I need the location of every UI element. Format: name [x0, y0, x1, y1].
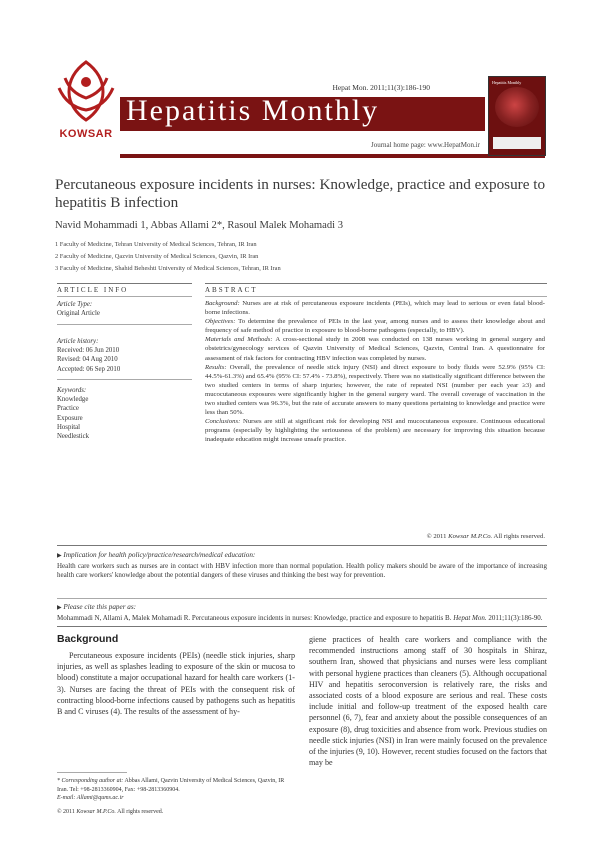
journal-citation: Hepat Mon. 2011;11(3):186-190 — [332, 83, 430, 92]
abstract-copyright — [330, 533, 545, 540]
info-top-rule — [57, 283, 192, 284]
info-head-rule — [57, 296, 192, 297]
article-type-block — [57, 300, 197, 318]
affiliation-2: 2 Faculty of Medicine, Qazvin University of Medical Sciences, Qazvin, IR Iran — [55, 253, 259, 260]
footnote-rule — [57, 772, 127, 773]
corresponding-email[interactable]: E-mail: Allami@qums.ac.ir — [57, 795, 124, 802]
keywords-label: Keywords: — [57, 387, 87, 394]
cover-footer-strip — [493, 137, 541, 149]
triangle-bullet-icon: ▶ — [57, 605, 62, 611]
copyright-org: Kowsar M.P.Co. — [448, 533, 493, 540]
cover-illustration — [495, 87, 539, 127]
footer-copyright-rights: All rights reserved. — [117, 809, 164, 815]
cite-heading: Please cite this paper as: — [63, 603, 137, 611]
article-type-label: Article Type: — [57, 301, 93, 308]
implication-heading: Implication for health policy/practice/research/medical education: — [63, 551, 256, 559]
article-history-block — [57, 337, 197, 374]
abstract-top-rule — [205, 283, 547, 284]
publisher-name: KOWSAR — [59, 128, 113, 140]
corresponding-details: Abbas Allami, Qazvin University of Medical Sciences, Qazvin, IR Iran. Tel: +98-2813360904, Fax: +98-2813360904. — [57, 778, 285, 793]
cite-volume: 2011;11(3):186-90. — [488, 614, 543, 622]
keyword-item: Needlestick — [57, 433, 90, 441]
keyword-item: Knowledge — [57, 396, 89, 404]
keyword-item: Exposure — [57, 414, 83, 422]
cover-title: Hepatitis Monthly — [492, 80, 522, 85]
implication-text: Health care workers such as nurses are in contact with HBV infection more than normal population. Health policy makers should be aware of the importance of increasing health care workers' knowledge about the potential dangers of these viruses and thinking the best way for prevention. — [57, 562, 547, 580]
journal-cover-image — [488, 76, 546, 156]
abstract-conclusions: Nurses are still at significant risk for developing NSI and mucocutaneous exposure. Continuous educational programs (especially by highlighting the seriousness of the problem) are necessary for improving this situation because inadequate education might increase unsafe practice. — [205, 418, 545, 444]
abstract-results-label: Results: — [205, 363, 227, 371]
revised-date: Revised: 04 Aug 2010 — [57, 356, 118, 364]
history-label: Article history: — [57, 338, 99, 345]
cite-rule — [57, 626, 547, 627]
cite-journal: Hepat Mon. — [453, 614, 487, 622]
info-divider-2 — [57, 379, 192, 380]
journal-home-link[interactable]: Journal home page: www.HepatMon.ir — [371, 141, 480, 149]
affiliation-3: 3 Faculty of Medicine, Shahid Beheshti University of Medical Sciences, Tehran, IR Iran — [55, 265, 281, 272]
article-type-value: Original Article — [57, 310, 100, 318]
abstract-methods-label: Materials and Methods: — [205, 336, 273, 344]
corresponding-label: * Corresponding author at: — [57, 778, 124, 784]
copyright-rights: All rights reserved. — [493, 533, 545, 540]
body-column-1: Percutaneous exposure incidents (PEIs) (needle stick injuries, sharp injuries, as well as splashes leading to exposure of the skin or mucosa to blood) constitute a major occupational hazard for health care workers (1-3). Nurses are facing the threat of PEIs with the consequent risk of contracting blood-borne infections caused by pathogens such as hepatitis B and C viruses (4). The results of the assessment of hy- — [57, 651, 295, 717]
article-info-heading: ARTICLE INFO — [57, 286, 129, 294]
section-heading-background: Background — [57, 633, 119, 645]
implication-rule — [57, 598, 547, 599]
triangle-bullet-icon: ▶ — [57, 553, 62, 559]
keyword-item: Practice — [57, 405, 79, 413]
keywords-block — [57, 386, 197, 441]
article-title: Percutaneous exposure incidents in nurses: Knowledge, practice and exposure to hepatitis B infection — [55, 176, 546, 211]
abstract-background-label: Background: — [205, 300, 240, 307]
abstract-conclusions-label: Conclusions: — [205, 418, 241, 426]
footer-copyright — [57, 809, 163, 815]
journal-title: Hepatitis Monthly — [126, 94, 380, 127]
keyword-item: Hospital — [57, 423, 81, 431]
accepted-date: Accepted: 06 Sep 2010 — [57, 365, 121, 373]
footer-copyright-org: Kowsar M.P.Co. — [76, 809, 116, 815]
received-date: Received: 06 Jun 2010 — [57, 347, 120, 355]
abstract-heading: ABSTRACT — [205, 286, 258, 294]
implication-heading-row — [57, 551, 255, 559]
affiliation-1: 1 Faculty of Medicine, Tehran University of Medical Sciences, Tehran, IR Iran — [55, 241, 257, 248]
body-column-2: giene practices of health care workers and compliance with the recommended instructions among staff of 30 hospitals in Shiraz, southern Iran, showed that physicians and nurses were less compliant with personal hygiene practices than cleaners (5). Although occupational HIV and hepatitis seroconversion is relatively rare, the risks and associated costs of a blood exposure are serious and real. These costs include initial and follow-up treatment of the exposed health care personnel (6, 7), fear and anxiety about the possible consequences of an exposure (8), drug toxicities and absence from work. Previous studies on needle stick injuries (NSI) in Iran were mainly focused on the prevalence of the injuries (9, 10). However, recent studies focused on the factors that may be — [309, 635, 547, 768]
footer-copyright-year: © 2011 — [57, 809, 75, 815]
abstract-methods: A cross-sectional study in 2008 was conducted on 138 nurses working in general surgery and obstetrics/gynecology services of Qazvin University of Medical Sciences, Qazvin, Central Iran. A questionnaire for assessment of risk factors for contracting HBV infection was completed by nurses. — [205, 336, 546, 362]
abstract-head-rule — [205, 296, 547, 297]
abstract-objectives-label: Objectives: — [205, 318, 236, 326]
abstract-background: Nurses are at risk of percutaneous exposure incidents (PEIs), which may lead to serious or even fatal blood-borne infections. — [205, 300, 546, 317]
abstract-objectives: To determine the prevalence of PEIs in the last year, among nurses and to assess their knowledge about and frequency of safe method of practice in exposure to blood-borne pathogens (especially, to HBV). — [205, 318, 545, 335]
abstract-body — [205, 299, 545, 445]
author-list: Navid Mohammadi 1, Abbas Allami 2*, Rasoul Malek Mohamadi 3 — [55, 220, 344, 231]
copyright-symbol-year: © 2011 — [426, 533, 447, 540]
corresponding-footnote — [57, 777, 295, 803]
cite-reference: Mohammadi N, Allami A, Malek Mohamadi R. Percutaneous exposure incidents in nurses: Knowledge, practice and exposure to hepatitis B. — [57, 614, 452, 622]
info-divider-1 — [57, 324, 192, 325]
header-rule — [120, 154, 545, 158]
cite-heading-row — [57, 603, 136, 611]
abstract-results: Overall, the prevalence of needle stick injury (NSI) and direct exposure to body fluids were 52.9% (95% CI: 44.5%-61.3%) and 65.4% (95% CI: 57.4% - 73.8%), respectively. There was no statistically significant difference between the two studied centers in terms of sharp injuries; however, the rate of repeated NSI (number per each year ≥3) and mucocutaneous exposures were significantly higher in the general surgery ward. The overall coverage of vaccination in the two studied centers was 96.3%, but the rate of accurate answers to many questions pertaining to knowledge and practice were less than 50%. — [205, 363, 546, 417]
cite-text — [57, 614, 547, 623]
abstract-bottom-rule — [57, 545, 547, 546]
